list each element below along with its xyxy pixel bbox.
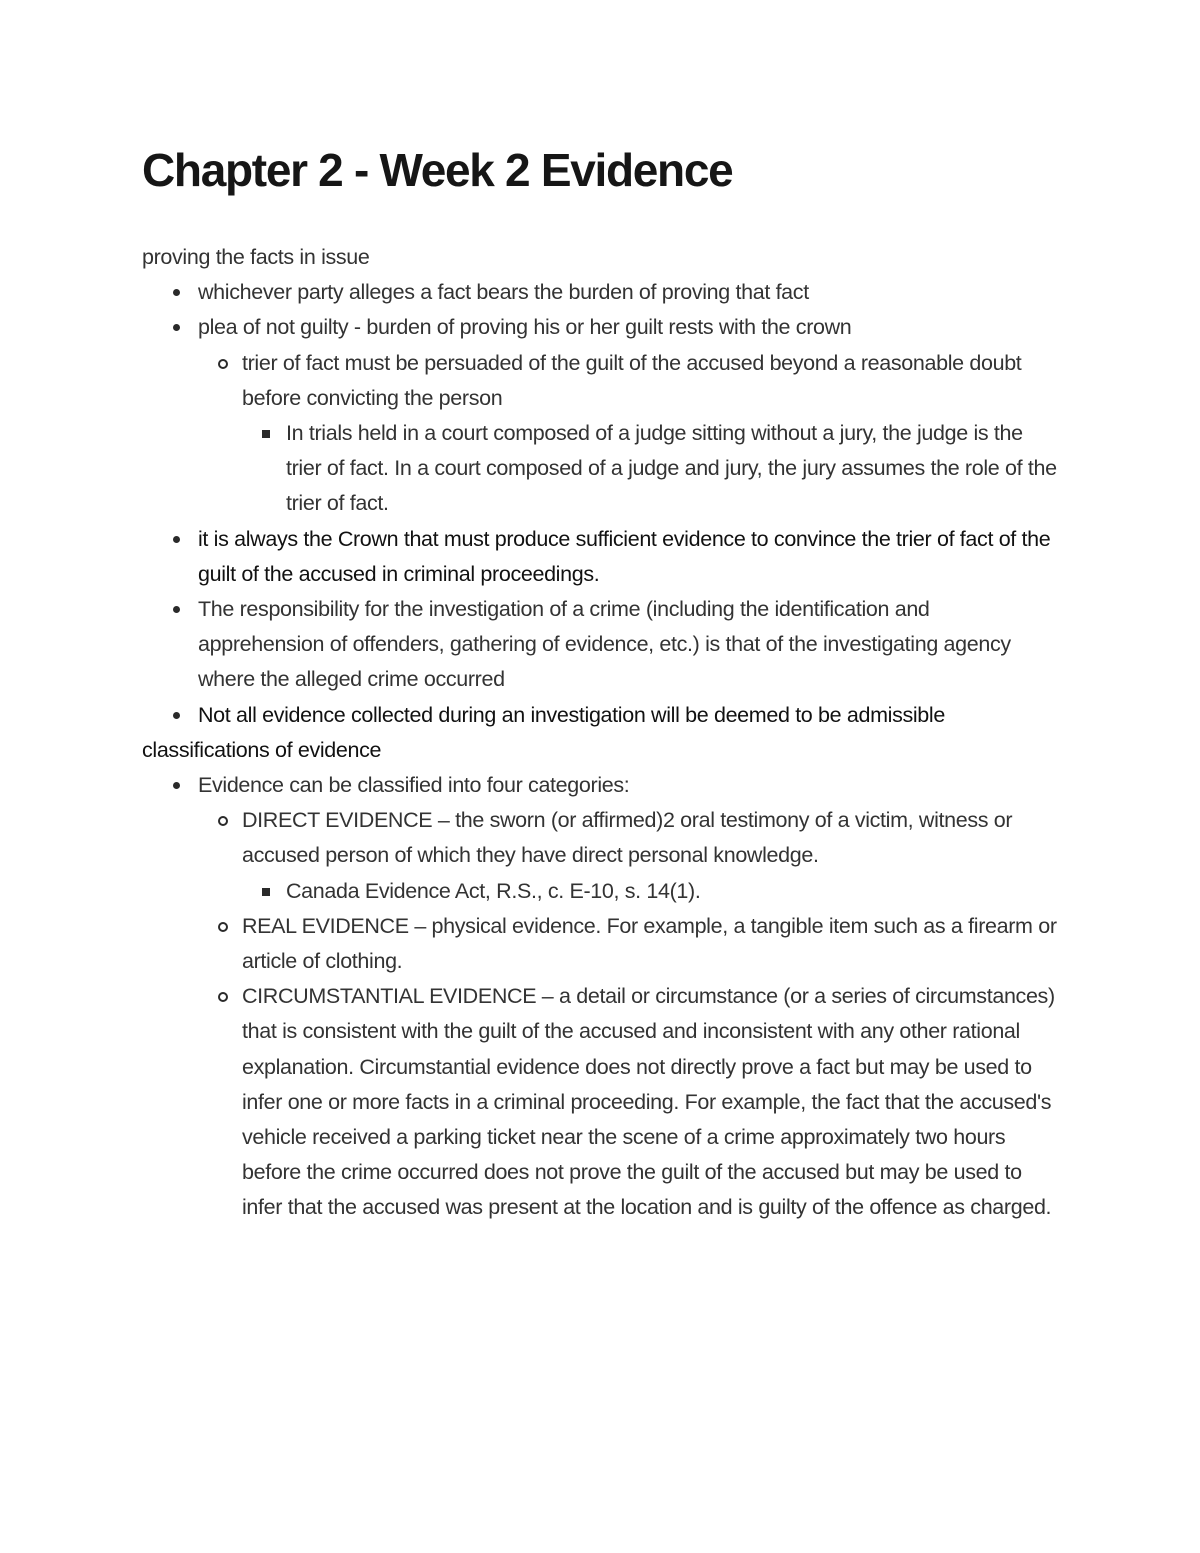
- list-item: whichever party alleges a fact bears the burden of proving that fact: [142, 275, 1057, 310]
- page-title: Chapter 2 - Week 2 Evidence: [142, 144, 733, 196]
- sub-list: [242, 803, 1057, 1225]
- bullet-square-icon: [262, 888, 270, 896]
- bullet-list: [142, 768, 1057, 1226]
- list-item: Evidence can be classified into four categories: DIRECT EVIDENCE – the sworn (or affirmed)2 oral testimony of a victim, witness or accused person of which they have direct personal knowledge. Canada Evidence Act, R.S., c. E-10, s. 14(1). REAL EVIDENCE – physical evidence. For example, a tangible item such as a firearm or article of clothing. CIRCUMSTANTIAL EVIDENCE – a detail or circumstance (or a series of circumstances) that is consistent with the guilt of the accused and inconsistent with any other rational explanation. Circumstantial evidence does not directly prove a fact but may be used to infer one or more facts in a criminal proceeding. For example, the fact that the accused's vehicle received a parking ticket near the scene of a crime approximately two hours before the crime occurred does not prove the guilt of the accused but may be used to infer that the accused was present at the location and is guilty of the offence as charged.: [142, 768, 1057, 1226]
- bullet-circle-icon: [218, 922, 228, 932]
- list-item: plea of not guilty - burden of proving his or her guilt rests with the crown trier of fact must be persuaded of the guilt of the accused beyond a reasonable doubt before convicting the person In trials held in a court composed of a judge sitting without a jury, the judge is the trier of fact. In a court composed of a judge and jury, the jury assumes the role of the trier of fact.: [142, 310, 1057, 521]
- section-heading: classifications of evidence: [142, 737, 382, 762]
- list-item: DIRECT EVIDENCE – the sworn (or affirmed)2 oral testimony of a victim, witness or accused person of which they have direct personal knowledge. Canada Evidence Act, R.S., c. E-10, s. 14(1).: [242, 803, 1057, 909]
- sub-sub-list: [286, 874, 1057, 909]
- bullet-disc-icon: [173, 782, 180, 789]
- list-item: CIRCUMSTANTIAL EVIDENCE – a detail or circumstance (or a series of circumstances) that is consistent with the guilt of the accused and inconsistent with any other rational explanation. Circumstantial evidence does not directly prove a fact but may be used to infer one or more facts in a criminal proceeding. For example, the fact that the accused's vehicle received a parking ticket near the scene of a crime approximately two hours before the crime occurred does not prove the guilt of the accused but may be used to infer that the accused was present at the location and is guilty of the offence as charged.: [242, 979, 1057, 1225]
- bullet-disc-icon: [173, 536, 180, 543]
- list-item: The responsibility for the investigation of a crime (including the identification and apprehension of offenders, gathering of evidence, etc.) is that of the investigating agency where the alleged crime occurred: [142, 592, 1057, 698]
- bullet-disc-icon: [173, 606, 180, 613]
- list-item: In trials held in a court composed of a judge sitting without a jury, the judge is the trier of fact. In a court composed of a judge and jury, the jury assumes the role of the trier of fact.: [286, 416, 1057, 522]
- list-item: Canada Evidence Act, R.S., c. E-10, s. 14(1).: [286, 874, 1057, 909]
- list-item: Not all evidence collected during an investigation will be deemed to be admissible: [142, 698, 1057, 733]
- section-heading: proving the facts in issue: [142, 245, 370, 269]
- bullet-square-icon: [262, 430, 270, 438]
- list-item: it is always the Crown that must produce sufficient evidence to convince the trier of fact of the guilt of the accused in criminal proceedings.: [142, 522, 1057, 592]
- bullet-disc-icon: [173, 712, 180, 719]
- bullet-circle-icon: [218, 992, 228, 1002]
- list-item: REAL EVIDENCE – physical evidence. For example, a tangible item such as a firearm or article of clothing.: [242, 909, 1057, 979]
- document-page: [142, 140, 1057, 1226]
- bullet-circle-icon: [218, 359, 228, 369]
- bullet-list: [142, 275, 1057, 733]
- bullet-disc-icon: [173, 289, 180, 296]
- bullet-circle-icon: [218, 816, 228, 826]
- bullet-disc-icon: [173, 324, 180, 331]
- sub-sub-list: [286, 416, 1057, 522]
- list-item: trier of fact must be persuaded of the guilt of the accused beyond a reasonable doubt before convicting the person In trials held in a court composed of a judge sitting without a jury, the judge is the trier of fact. In a court composed of a judge and jury, the jury assumes the role of the trier of fact.: [242, 346, 1057, 522]
- sub-list: [242, 346, 1057, 522]
